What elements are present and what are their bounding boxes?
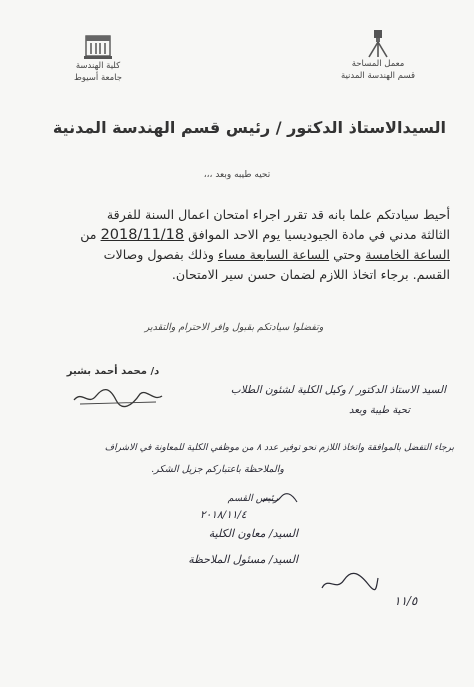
handwritten-signoff: رئيس القسم [227,493,278,504]
theodolite-logo-icon [365,28,391,58]
body-line-3 [20,245,450,265]
handwritten-greeting: تحية طيبة وبعد [348,405,410,416]
letter-body [20,205,450,285]
closing-line: وتفضلوا سيادتكم بقبول وافر الاحترام والتقدير [144,322,324,333]
body-line-2-text: الثالثة مدني في مادة الجيوديسيا يوم الاحد الموافق [188,227,450,242]
handwritten-request: برجاء التفضل بالموافقة واتخاذ اللازم نحو توفير عدد ٨ من موظفي الكلية للمعاونة في الاشراف [104,443,454,453]
handwritten-signature-1 [260,490,300,508]
lab-letterhead [318,28,438,82]
body-line-4: القسم. برجاء اتخاذ اللازم لضمان حسن سير الامتحان. [171,267,450,282]
end-time: الساعة السابعة مساء [217,247,330,262]
handwritten-short-date: ١١/٥ [394,594,418,608]
university-name: جامعة أسيوط [73,73,123,83]
faculty-name: كلية الهندسة [75,61,121,71]
handwritten-copy-1: السيد/ معاون الكلية [208,527,298,540]
handwritten-thanks: والملاحظة باعتباركم جزيل الشكر. [151,464,284,475]
faculty-letterhead [58,34,138,84]
recipient-line: السيدالاستاذ الدكتور / رئيس قسم الهندسة المدنية [52,118,446,137]
body-line-2 [20,225,450,245]
faculty-logo-icon [83,34,113,60]
exam-date: 2018/11/18 [100,227,185,243]
body-line-2-end: من [80,227,97,242]
sender-name: د/ محمد أحمد بشير [66,366,160,377]
body-line-3-end: وذلك بفصول وصالات [103,247,218,262]
start-time: الساعة الخامسة [365,247,450,262]
department-name: قسم الهندسة المدنية [340,71,416,81]
handwritten-copy-2: السيد/ مسئول الملاحظة [188,553,298,566]
body-line-1: أحيط سيادتكم علما بانه قد تقرر اجراء امتحان اعمال السنة للفرقة [106,207,450,222]
lab-name: معمل المساحة [351,59,405,69]
sender-signature [70,384,166,410]
handwritten-addressee: السيد الاستاذ الدكتور / وكيل الكلية لشئون الطلاب [230,384,446,396]
greeting: تحيه طيبه وبعد ،،، [203,170,271,180]
body-line-3-to: وحتي [329,247,366,262]
handwritten-signature-2 [318,570,380,596]
handwritten-date: ٢٠١٨/١١/٤ [200,509,247,521]
